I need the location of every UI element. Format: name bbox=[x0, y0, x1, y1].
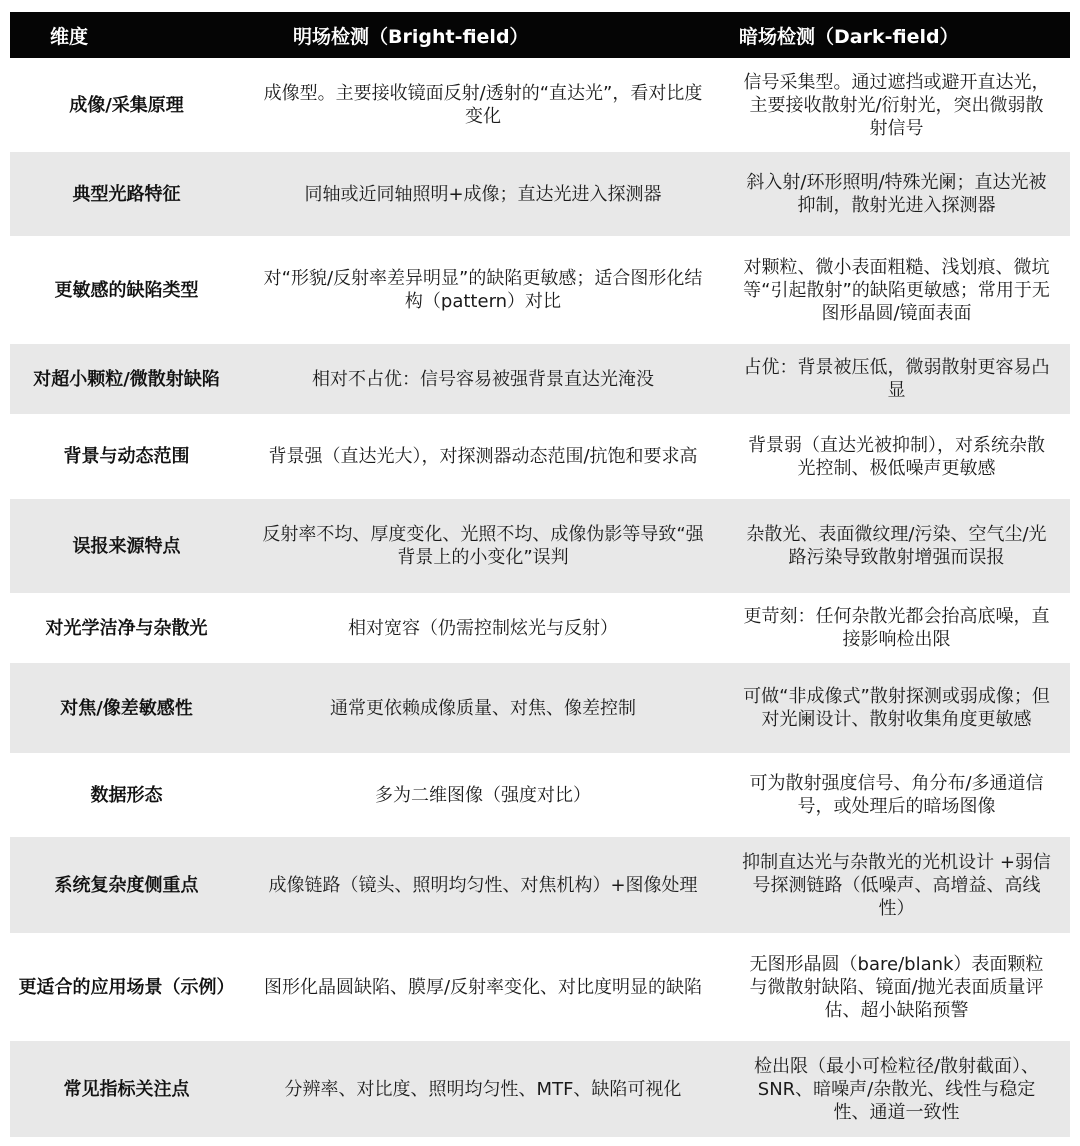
dark-field-cell: 占优：背景被压低，微弱散射更容易凸显 bbox=[723, 344, 1070, 414]
bright-field-cell: 多为二维图像（强度对比） bbox=[243, 753, 723, 837]
bright-field-cell: 成像型。主要接收镜面反射/透射的“直达光”，看对比度变化 bbox=[243, 58, 723, 152]
dark-field-cell: 杂散光、表面微纹理/污染、空气尘/光路污染导致散射增强而误报 bbox=[723, 499, 1070, 593]
bright-field-cell: 对“形貌/反射率差异明显”的缺陷更敏感；适合图形化结构（pattern）对比 bbox=[243, 236, 723, 344]
bright-field-cell: 通常更依赖成像质量、对焦、像差控制 bbox=[243, 663, 723, 753]
dark-field-cell: 对颗粒、微小表面粗糙、浅划痕、微坑等“引起散射”的缺陷更敏感；常用于无图形晶圆/镜面表面 bbox=[723, 236, 1070, 344]
dimension-cell: 成像/采集原理 bbox=[10, 58, 243, 152]
table-row bbox=[10, 933, 1070, 1041]
dark-field-cell: 可做“非成像式”散射探测或弱成像；但对光阑设计、散射收集角度更敏感 bbox=[723, 663, 1070, 753]
bright-field-cell: 图形化晶圆缺陷、膜厚/反射率变化、对比度明显的缺陷 bbox=[243, 933, 723, 1041]
dark-field-cell: 可为散射强度信号、角分布/多通道信号，或处理后的暗场图像 bbox=[723, 753, 1070, 837]
table-row bbox=[10, 593, 1070, 663]
table-row bbox=[10, 499, 1070, 593]
table-row bbox=[10, 414, 1070, 499]
bright-field-cell: 反射率不均、厚度变化、光照不均、成像伪影等导致“强背景上的小变化”误判 bbox=[243, 499, 723, 593]
dark-field-cell: 背景弱（直达光被抑制），对系统杂散光控制、极低噪声更敏感 bbox=[723, 414, 1070, 499]
dimension-cell: 数据形态 bbox=[10, 753, 243, 837]
dimension-cell: 对光学洁净与杂散光 bbox=[10, 593, 243, 663]
table-row bbox=[10, 344, 1070, 414]
header-row bbox=[10, 12, 1070, 58]
bright-field-cell: 相对宽容（仍需控制炫光与反射） bbox=[243, 593, 723, 663]
dark-field-cell: 斜入射/环形照明/特殊光阑；直达光被抑制，散射光进入探测器 bbox=[723, 152, 1070, 236]
dimension-cell: 误报来源特点 bbox=[10, 499, 243, 593]
dimension-cell: 典型光路特征 bbox=[10, 152, 243, 236]
table-row bbox=[10, 1041, 1070, 1137]
dark-field-cell: 信号采集型。通过遮挡或避开直达光，主要接收散射光/衍射光，突出微弱散射信号 bbox=[723, 58, 1070, 152]
dimension-cell: 更敏感的缺陷类型 bbox=[10, 236, 243, 344]
bright-field-cell: 相对不占优：信号容易被强背景直达光淹没 bbox=[243, 344, 723, 414]
comparison-table bbox=[10, 12, 1070, 1137]
dimension-cell: 对超小颗粒/微散射缺陷 bbox=[10, 344, 243, 414]
header-dimension: 维度 bbox=[10, 12, 243, 58]
comparison-table-container bbox=[10, 12, 1070, 1137]
table-header bbox=[10, 12, 1070, 58]
table-row bbox=[10, 58, 1070, 152]
table-row bbox=[10, 663, 1070, 753]
dark-field-cell: 抑制直达光与杂散光的光机设计 +弱信号探测链路（低噪声、高增益、高线性） bbox=[723, 837, 1070, 933]
bright-field-cell: 同轴或近同轴照明+成像；直达光进入探测器 bbox=[243, 152, 723, 236]
dimension-cell: 更适合的应用场景（示例） bbox=[10, 933, 243, 1041]
header-dark-field: 暗场检测（Dark-field） bbox=[723, 12, 1070, 58]
dark-field-cell: 更苛刻：任何杂散光都会抬高底噪，直接影响检出限 bbox=[723, 593, 1070, 663]
dimension-cell: 背景与动态范围 bbox=[10, 414, 243, 499]
dark-field-cell: 无图形晶圆（bare/blank）表面颗粒与微散射缺陷、镜面/抛光表面质量评估、超小缺陷预警 bbox=[723, 933, 1070, 1041]
dimension-cell: 对焦/像差敏感性 bbox=[10, 663, 243, 753]
table-row bbox=[10, 236, 1070, 344]
table-body bbox=[10, 58, 1070, 1137]
dark-field-cell: 检出限（最小可检粒径/散射截面）、SNR、暗噪声/杂散光、线性与稳定性、通道一致性 bbox=[723, 1041, 1070, 1137]
header-bright-field: 明场检测（Bright-field） bbox=[243, 12, 723, 58]
dimension-cell: 系统复杂度侧重点 bbox=[10, 837, 243, 933]
bright-field-cell: 背景强（直达光大），对探测器动态范围/抗饱和要求高 bbox=[243, 414, 723, 499]
dimension-cell: 常见指标关注点 bbox=[10, 1041, 243, 1137]
table-row bbox=[10, 837, 1070, 933]
bright-field-cell: 分辨率、对比度、照明均匀性、MTF、缺陷可视化 bbox=[243, 1041, 723, 1137]
table-row bbox=[10, 753, 1070, 837]
table-row bbox=[10, 152, 1070, 236]
bright-field-cell: 成像链路（镜头、照明均匀性、对焦机构）+图像处理 bbox=[243, 837, 723, 933]
